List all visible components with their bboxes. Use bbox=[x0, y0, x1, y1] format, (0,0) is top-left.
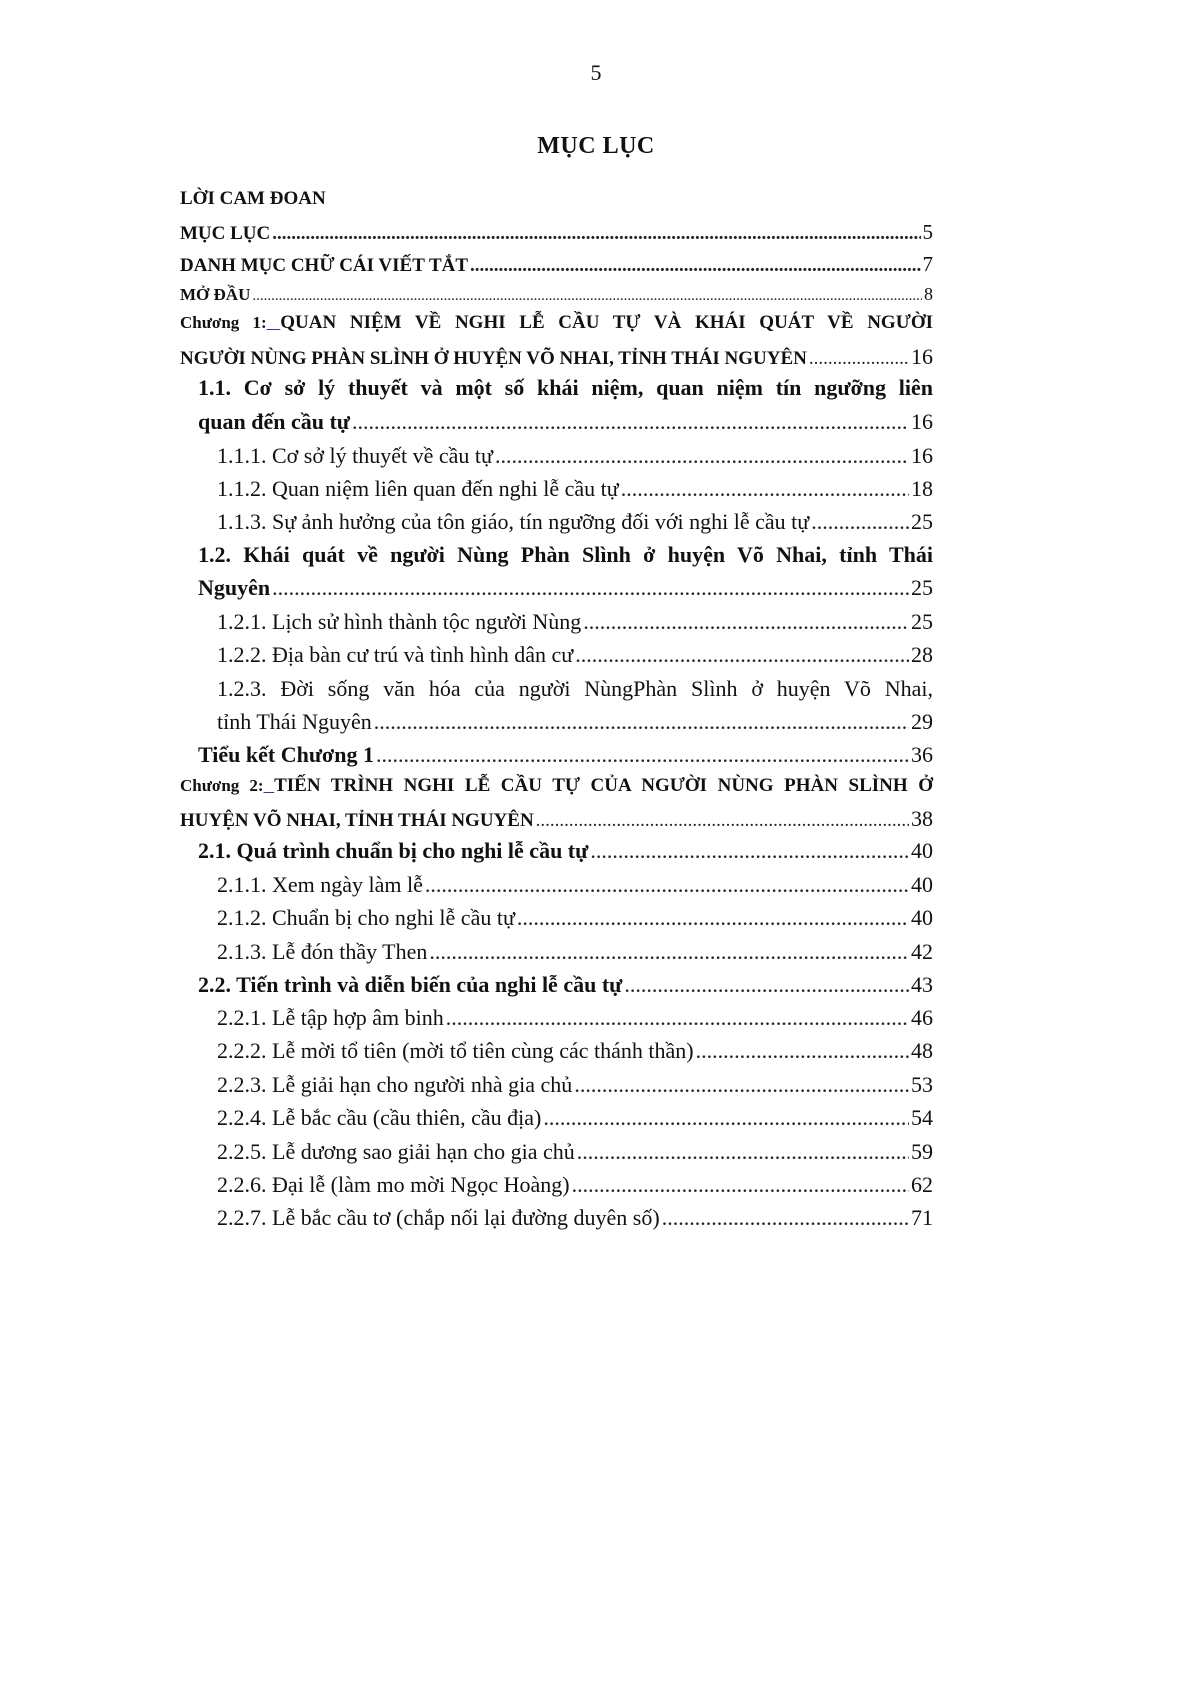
toc-entry-label: quan đến cầu tự bbox=[198, 409, 350, 434]
toc-page-number: 40 bbox=[911, 872, 933, 897]
toc-entry-label: 2.1.1. Xem ngày làm lễ bbox=[217, 872, 423, 897]
toc-entry-label: 2.2.3. Lễ giải hạn cho người nhà gia chủ bbox=[217, 1072, 573, 1097]
toc-page-number: 53 bbox=[911, 1072, 933, 1097]
toc-entry-label: 2.2.1. Lễ tập hợp âm binh bbox=[217, 1005, 444, 1030]
dot-leader bbox=[352, 409, 909, 435]
toc-entry-label: 2.1.3. Lễ đón thầy Then bbox=[217, 939, 428, 964]
toc-page-number: 28 bbox=[911, 642, 933, 667]
toc-entry-label: 1.2.1. Lịch sử hình thành tộc người Nùng bbox=[217, 609, 582, 634]
toc-section-1-2-line2[interactable] bbox=[180, 575, 933, 605]
dot-leader bbox=[536, 810, 909, 832]
toc-page-number: 7 bbox=[922, 252, 933, 276]
toc-page-number: 25 bbox=[911, 609, 933, 634]
toc-entry-label: 1.2. Khái quát về người Nùng Phàn Slình ở huyện Võ Nhai, tỉnh Thái bbox=[198, 542, 933, 567]
toc-entry-label: 1.1.3. Sự ảnh hưởng của tôn giáo, tín ngưỡng đối với nghi lễ cầu tự bbox=[217, 509, 810, 534]
dot-leader bbox=[574, 1072, 909, 1098]
toc-section-2-1[interactable] bbox=[180, 838, 933, 868]
toc-entry-tieu-ket-1[interactable] bbox=[180, 742, 933, 772]
toc-entry-label: 2.2.6. Đại lễ (làm mo mời Ngọc Hoàng) bbox=[217, 1172, 570, 1197]
toc-page-number: 54 bbox=[911, 1105, 933, 1130]
toc-entry-1-2-3-line1[interactable] bbox=[180, 676, 933, 706]
toc-entry-label: 1.1. Cơ sở lý thuyết và một số khái niệm, quan niệm tín ngưỡng liên bbox=[198, 375, 933, 400]
toc-section-1-1-line1[interactable] bbox=[180, 375, 933, 405]
toc-page-number: 36 bbox=[911, 742, 933, 767]
toc-section-1-1-line2[interactable] bbox=[180, 409, 933, 439]
toc-page-number: 40 bbox=[911, 905, 933, 930]
toc-entry-1-2-3-line2[interactable] bbox=[180, 709, 933, 739]
toc-entry-2-2-3[interactable] bbox=[180, 1072, 933, 1102]
toc-page-number: 62 bbox=[911, 1172, 933, 1197]
toc-page-number: 25 bbox=[911, 509, 933, 534]
toc-entry-2-2-6[interactable] bbox=[180, 1172, 933, 1202]
toc-entry-label: 2.1. Quá trình chuẩn bị cho nghi lễ cầu tự bbox=[198, 838, 589, 863]
dot-leader bbox=[495, 443, 909, 469]
toc-entry-label: Tiểu kết Chương 1 bbox=[198, 742, 374, 767]
page-title: MỤC LỤC bbox=[537, 133, 655, 159]
toc-entry-label: tỉnh Thái Nguyên bbox=[217, 709, 372, 734]
page-number: 5 bbox=[590, 60, 602, 85]
dot-leader bbox=[624, 972, 909, 998]
toc-entry-label: 1.2.3. Đời sống văn hóa của người NùngPhàn Slình ở huyện Võ Nhai, bbox=[217, 676, 933, 701]
toc-entry-1-1-3[interactable] bbox=[180, 509, 933, 539]
toc-entry-2-2-4[interactable] bbox=[180, 1105, 933, 1135]
dot-leader bbox=[583, 609, 909, 635]
toc-chapter-2-line2[interactable] bbox=[180, 806, 933, 836]
toc-entry-1-1-2[interactable] bbox=[180, 476, 933, 506]
dot-leader bbox=[429, 939, 909, 965]
toc-page-number: 42 bbox=[911, 939, 933, 964]
toc-chapter-2-line1[interactable] bbox=[180, 775, 933, 805]
dot-leader bbox=[662, 1205, 909, 1231]
dot-leader bbox=[621, 476, 909, 502]
chapter-prefix: Chương 2: bbox=[180, 776, 264, 795]
toc-entry-label: 1.2.2. Địa bàn cư trú và tình hình dân cư bbox=[217, 642, 574, 667]
dot-leader bbox=[252, 288, 922, 305]
toc-section-1-2-line1[interactable] bbox=[180, 542, 933, 572]
toc-page-number: 40 bbox=[911, 838, 933, 863]
chapter-prefix: Chương 1: bbox=[180, 313, 267, 332]
toc-entry-label: NGƯỜI NÙNG PHÀN SLÌNH Ở HUYỆN VÕ NHAI, TỈNH THÁI NGUYÊN bbox=[180, 348, 807, 369]
toc-page-number: 38 bbox=[911, 806, 933, 831]
toc-entry-label: 2.2. Tiến trình và diễn biến của nghi lễ cầu tự bbox=[198, 972, 623, 997]
toc-entry-1-2-1[interactable] bbox=[180, 609, 933, 639]
toc-page-number: 43 bbox=[911, 972, 933, 997]
dot-leader bbox=[575, 642, 909, 668]
toc-page-number: 16 bbox=[911, 344, 933, 369]
toc-page-number: 59 bbox=[911, 1139, 933, 1164]
toc-page-number: 18 bbox=[911, 476, 933, 501]
underline-mark bbox=[267, 312, 281, 333]
toc-entry-2-2-1[interactable] bbox=[180, 1005, 933, 1035]
toc-page-number: 46 bbox=[911, 1005, 933, 1030]
toc-entry-label: LỜI CAM ĐOAN bbox=[180, 188, 326, 209]
toc-entry-1-1-1[interactable] bbox=[180, 443, 933, 473]
dot-leader bbox=[425, 872, 909, 898]
toc-page-number: 71 bbox=[911, 1205, 933, 1230]
dot-leader bbox=[376, 742, 909, 768]
toc-entry-muc-luc[interactable] bbox=[180, 220, 933, 250]
toc-entry-2-2-5[interactable] bbox=[180, 1139, 933, 1169]
dot-leader bbox=[577, 1139, 909, 1165]
toc-entry-label: 2.1.2. Chuẩn bị cho nghi lễ cầu tự bbox=[217, 905, 515, 930]
toc-page-number: 8 bbox=[924, 284, 933, 304]
dot-leader bbox=[811, 509, 909, 535]
toc-entry-label: HUYỆN VÕ NHAI, TỈNH THÁI NGUYÊN bbox=[180, 810, 534, 831]
dot-leader bbox=[272, 223, 920, 245]
dot-leader bbox=[590, 838, 909, 864]
toc-entry-2-2-7[interactable] bbox=[180, 1205, 933, 1235]
toc-chapter-1-line2[interactable] bbox=[180, 344, 933, 374]
dot-leader bbox=[272, 575, 909, 601]
toc-entry-1-2-2[interactable] bbox=[180, 642, 933, 672]
toc-entry-label: 2.2.4. Lễ bắc cầu (cầu thiên, cầu địa) bbox=[217, 1105, 542, 1130]
toc-entry-2-1-1[interactable] bbox=[180, 872, 933, 902]
dot-leader bbox=[572, 1172, 909, 1198]
toc-page-number: 16 bbox=[911, 443, 933, 468]
toc-entry-danh-muc[interactable] bbox=[180, 252, 933, 282]
toc-entry-label: MỤC LỤC bbox=[180, 223, 271, 244]
toc-entry-loi-cam-doan[interactable] bbox=[180, 188, 933, 218]
toc-page-number: 5 bbox=[922, 220, 933, 244]
toc-entry-label: 2.2.2. Lễ mời tổ tiên (mời tổ tiên cùng các thánh thần) bbox=[217, 1038, 694, 1063]
toc-entry-label: MỞ ĐẦU bbox=[180, 285, 251, 304]
toc-entry-label: TIẾN TRÌNH NGHI LỄ CẦU TỰ CỦA NGƯỜI NÙNG PHÀN SLÌNH Ở bbox=[274, 775, 933, 796]
toc-entry-2-1-3[interactable] bbox=[180, 939, 933, 969]
toc-page-number: 48 bbox=[911, 1038, 933, 1063]
toc-entry-2-1-2[interactable] bbox=[180, 905, 933, 935]
toc-entry-2-2-2[interactable] bbox=[180, 1038, 933, 1068]
dot-leader bbox=[446, 1005, 909, 1031]
toc-entry-label: 1.1.2. Quan niệm liên quan đến nghi lễ cầu tự bbox=[217, 476, 619, 501]
toc-section-2-2[interactable] bbox=[180, 972, 933, 1002]
toc-entry-label: DANH MỤC CHỮ CÁI VIẾT TẮT bbox=[180, 255, 469, 276]
dot-leader bbox=[696, 1038, 909, 1064]
dot-leader bbox=[543, 1105, 909, 1131]
dot-leader bbox=[809, 348, 909, 370]
toc-page-number: 16 bbox=[911, 409, 933, 434]
toc-entry-mo-dau[interactable] bbox=[180, 284, 933, 314]
dot-leader bbox=[374, 709, 909, 735]
toc-entry-label: Nguyên bbox=[198, 575, 271, 600]
dot-leader bbox=[470, 255, 920, 277]
underline-mark bbox=[264, 775, 275, 796]
dot-leader bbox=[517, 905, 909, 931]
toc-entry-label: 1.1.1. Cơ sở lý thuyết về cầu tự bbox=[217, 443, 493, 468]
toc-entry-label: QUAN NIỆM VỀ NGHI LỄ CẦU TỰ VÀ KHÁI QUÁT VỀ NGƯỜI bbox=[280, 312, 933, 333]
toc-page-number: 25 bbox=[911, 575, 933, 600]
toc-chapter-1-line1[interactable] bbox=[180, 312, 933, 342]
toc-entry-label: 2.2.7. Lễ bắc cầu tơ (chắp nối lại đường duyên số) bbox=[217, 1205, 660, 1230]
toc-entry-label: 2.2.5. Lễ dương sao giải hạn cho gia chủ bbox=[217, 1139, 575, 1164]
toc-page-number: 29 bbox=[911, 709, 933, 734]
